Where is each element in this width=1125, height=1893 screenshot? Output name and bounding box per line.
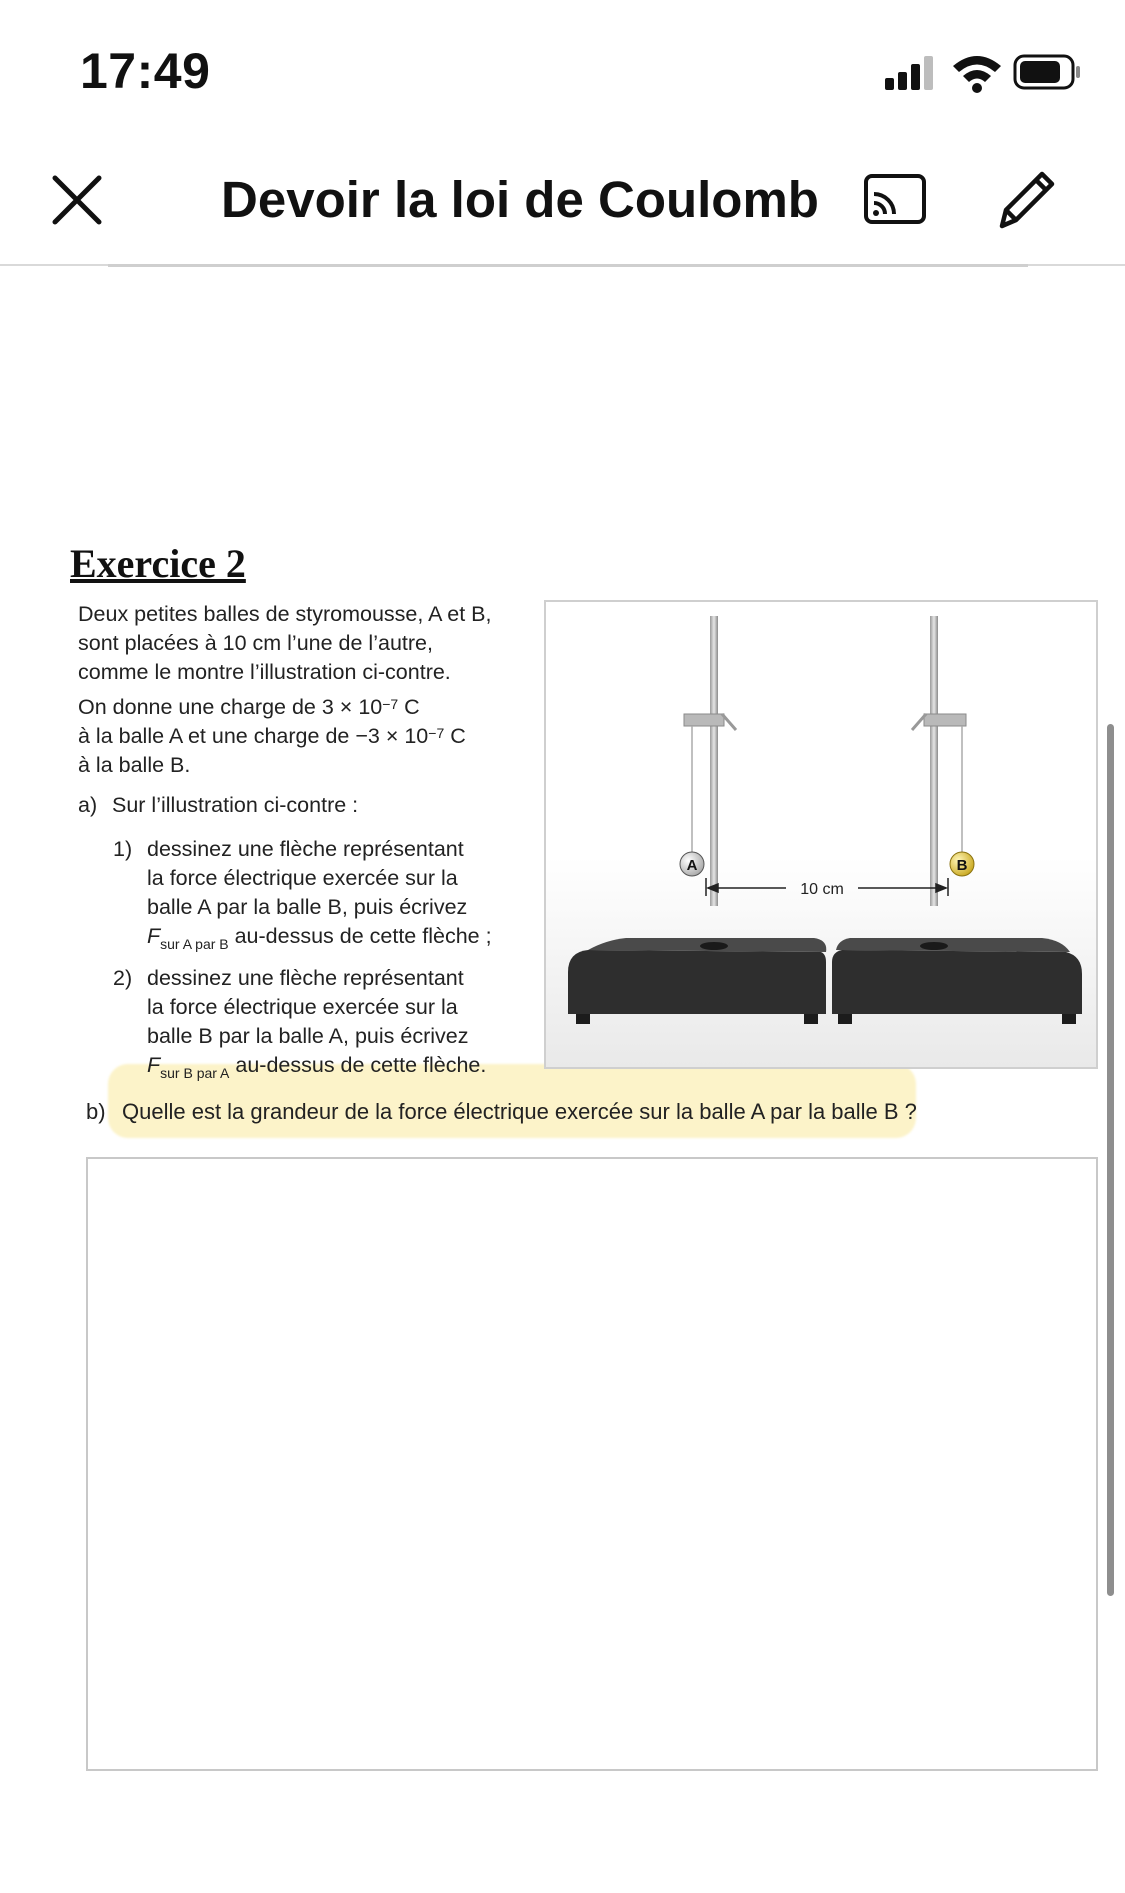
- question-a-label: a): [78, 793, 98, 817]
- charge-a-exponent: −7: [382, 696, 399, 712]
- intro-line: Deux petites balles de styromousse, A et B,: [78, 602, 492, 626]
- figure-illustration: [546, 602, 1096, 1067]
- toolbar: [0, 140, 1125, 266]
- charge-b-exponent: −7: [428, 725, 445, 741]
- item-line: balle A par la balle B, puis écrivez: [147, 895, 468, 919]
- item-line-tail: au-dessus de cette flèche ;: [228, 924, 492, 948]
- question-b: [86, 1099, 917, 1125]
- item-text: [147, 964, 547, 1082]
- status-icons: [875, 50, 1085, 94]
- close-button[interactable]: [45, 168, 109, 232]
- intro-line: sont placées à 10 cm l’une de l’autre,: [78, 631, 433, 655]
- status-bar: [0, 0, 1125, 140]
- wifi-icon: [953, 56, 1001, 93]
- stand-base-right: [832, 938, 1082, 1024]
- ball-a-label: A: [686, 857, 698, 874]
- item-line-tail: au-dessus de cette flèche.: [229, 1053, 487, 1077]
- item-line: la force électrique exercée sur la: [147, 995, 458, 1019]
- item-number: 2): [113, 966, 133, 990]
- charge-a-unit: C: [398, 695, 420, 719]
- answer-box[interactable]: [86, 1157, 1098, 1771]
- question-b-label: b): [86, 1099, 106, 1124]
- stand-rod-left: [710, 616, 718, 906]
- exercise-title: Exercice 2: [70, 541, 246, 586]
- status-time: 17:49: [80, 43, 211, 99]
- document-title: Devoir la loi de Coulomb: [221, 171, 819, 228]
- intro-paragraph-2: [78, 693, 528, 780]
- edit-button[interactable]: [990, 164, 1062, 236]
- force-subscript: sur A par B: [160, 936, 229, 952]
- charge-a-text: On donne une charge de 3 × 10: [78, 695, 383, 719]
- item-line: la force électrique exercée sur la: [147, 866, 458, 890]
- intro-paragraph-1: [78, 600, 528, 687]
- scrollbar[interactable]: [1107, 724, 1114, 1596]
- intro-line: comme le montre l’illustration ci-contre.: [78, 660, 451, 684]
- charge-b-unit: C: [444, 724, 466, 748]
- coulomb-figure: [544, 600, 1098, 1069]
- item-line: dessinez une flèche représentant: [147, 966, 464, 990]
- close-icon: [45, 168, 109, 232]
- question-a-text: Sur l’illustration ci-contre :: [112, 793, 359, 817]
- question-a-item-2: [113, 964, 533, 1084]
- question-a-item-1: [113, 835, 533, 955]
- force-symbol: F: [147, 1053, 161, 1077]
- battery-icon: [1015, 56, 1080, 88]
- exercise-intro: [78, 600, 528, 786]
- question-b-text: Quelle est la grandeur de la force électrique exercée sur la balle A par la balle B ?: [122, 1099, 917, 1124]
- ball-b-label: B: [956, 857, 968, 874]
- cast-icon: [862, 172, 928, 228]
- stand-rod-right: [930, 616, 938, 906]
- cast-button[interactable]: [862, 172, 928, 228]
- distance-label: 10 cm: [800, 881, 844, 898]
- page-edge-divider: [108, 264, 1028, 267]
- signal-icon: [885, 56, 933, 90]
- force-symbol: F: [147, 924, 161, 948]
- item-line: balle B par la balle A, puis écrivez: [147, 1024, 469, 1048]
- question-a: [78, 793, 358, 818]
- intro-line: à la balle B.: [78, 753, 191, 777]
- charge-b-text: à la balle A et une charge de −3 × 10: [78, 724, 429, 748]
- item-line: dessinez une flèche représentant: [147, 837, 464, 861]
- item-number: 1): [113, 837, 133, 861]
- force-subscript: sur B par A: [160, 1065, 230, 1081]
- item-text: [147, 835, 547, 953]
- stand-base-left: [568, 938, 826, 1024]
- pencil-icon: [990, 164, 1062, 236]
